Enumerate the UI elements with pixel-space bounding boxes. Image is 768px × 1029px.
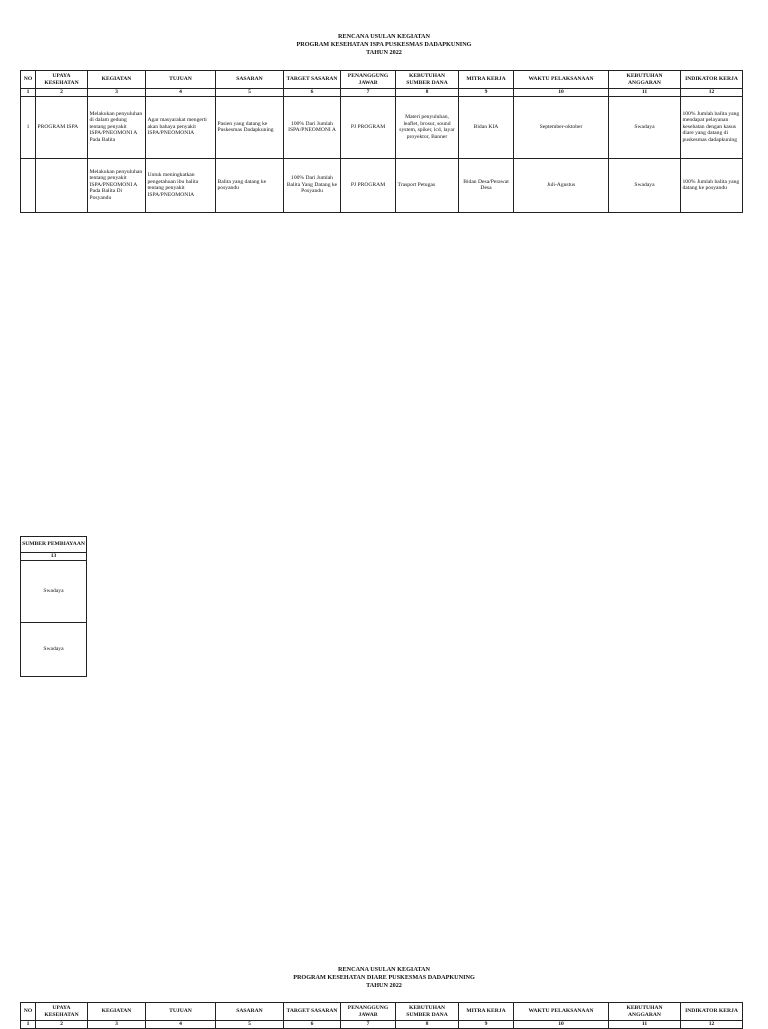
header-no: NO bbox=[21, 71, 36, 89]
col-number: 8 bbox=[396, 89, 459, 97]
col-number: 6 bbox=[284, 1021, 341, 1029]
cell-tujuan: Untuk meningkatkan pengetahuan ibu balita tentang penyakit ISPA/PNEOMONIA bbox=[146, 158, 216, 212]
funding-table bbox=[20, 536, 87, 677]
header-no: NO bbox=[21, 1003, 36, 1021]
cell-upaya-kesehatan bbox=[36, 158, 88, 212]
cell-target-sasaran: 100% Dari Jumlah Balita Yang Datang ke Posyandu bbox=[284, 158, 341, 212]
header-kegiatan: KEGIATAN bbox=[88, 71, 146, 89]
doc-title-1 bbox=[0, 33, 768, 58]
col-number: 9 bbox=[459, 1021, 514, 1029]
cell-sasaran: Balita yang datang ke posyandu bbox=[216, 158, 284, 212]
header-indikator-kerja: INDIKATOR KERJA bbox=[681, 1003, 743, 1021]
cell-target-sasaran: 100% Dari Jumlah ISPA/PNEOMONI A bbox=[284, 96, 341, 158]
header-kebutuhan-sumber-dana: KEBUTUHAN SUMBER DANA bbox=[396, 1003, 459, 1021]
cell-indikator-kerja: 100% Jumlah balita yang datang ke posyandu bbox=[681, 158, 743, 212]
cell-sasaran: Pasien yang datang ke Puskesmas Dadapkuning bbox=[216, 96, 284, 158]
cell-mitra-kerja: Bidan Desa/Perawat Desa bbox=[459, 158, 514, 212]
header-mitra-kerja: MITRA KERJA bbox=[459, 1003, 514, 1021]
cell-upaya-kesehatan: PROGRAM ISPA bbox=[36, 96, 88, 158]
plan-table-diare bbox=[20, 1002, 743, 1029]
col-number: 10 bbox=[514, 89, 609, 97]
cell-kegiatan: Melakukan penyuluhan di dalam gedung tentang penyakit ISPA/PNEOMONI A Pada Balita bbox=[88, 96, 146, 158]
cell-mitra-kerja: Bidan KIA bbox=[459, 96, 514, 158]
col-number: 12 bbox=[681, 89, 743, 97]
cell-sumber-pembiayaan: Swadaya bbox=[21, 560, 87, 622]
cell-kegiatan: Melakukan penyuluhan tentang penyakit ISPA/PNEOMONI A Pada Balita Di Posyandu bbox=[88, 158, 146, 212]
col-number: 6 bbox=[284, 89, 341, 97]
doc-title-line: PROGRAM KESEHATAN ISPA PUSKESMAS DADAPKUNING bbox=[296, 41, 472, 49]
col-number: 12 bbox=[681, 1021, 743, 1029]
header-tujuan: TUJUAN bbox=[146, 71, 216, 89]
header-kebutuhan-sumber-dana: KEBUTUHAN SUMBER DANA bbox=[396, 71, 459, 89]
table-row bbox=[21, 158, 743, 212]
doc-title-line: RENCANA USULAN KEGIATAN bbox=[338, 966, 430, 973]
header-kebutuhan-anggaran: KEBUTUHAN ANGGARAN bbox=[609, 71, 681, 89]
header-kegiatan: KEGIATAN bbox=[88, 1003, 146, 1021]
cell-indikator-kerja: 100% Jumlah balita yang mendapat pelayanan kesehatan dengan kasus diare yang datang di puskesmas dadapkuning bbox=[681, 96, 743, 158]
col-number: 5 bbox=[216, 1021, 284, 1029]
cell-kebutuhan-sumber-dana: Trasport Petugas bbox=[396, 158, 459, 212]
col-number: 13 bbox=[21, 553, 87, 561]
header-sasaran: SASARAN bbox=[216, 71, 284, 89]
cell-waktu-pelaksanaan: September-oktober bbox=[514, 96, 609, 158]
header-target-sasaran: TARGET SASARAN bbox=[284, 1003, 341, 1021]
col-number: 10 bbox=[514, 1021, 609, 1029]
col-number: 9 bbox=[459, 89, 514, 97]
header-mitra-kerja: MITRA KERJA bbox=[459, 71, 514, 89]
doc-title-2 bbox=[0, 966, 768, 991]
col-number: 5 bbox=[216, 89, 284, 97]
col-number: 3 bbox=[88, 89, 146, 97]
plan-table-ispa bbox=[20, 70, 743, 213]
header-sumber-pembiayaan: SUMBER PEMBIAYAAN bbox=[21, 537, 87, 553]
header-penanggung-jawab: PENANGGUNG JAWAB bbox=[341, 71, 396, 89]
col-number: 7 bbox=[341, 1021, 396, 1029]
header-tujuan: TUJUAN bbox=[146, 1003, 216, 1021]
table-row bbox=[21, 560, 87, 622]
doc-title-line: TAHUN 2022 bbox=[366, 49, 402, 57]
cell-tujuan: Agar masyarakat mengerti akan bahaya penyakit ISPA/PNEOMONIA bbox=[146, 96, 216, 158]
cell-kebutuhan-anggaran: Swadaya bbox=[609, 158, 681, 212]
cell-kebutuhan-sumber-dana: Materi penyuluhan, leaflet, brosur, sound system, spiker, lcd, layar proyektor, Banner bbox=[396, 96, 459, 158]
table-row bbox=[21, 96, 743, 158]
header-penanggung-jawab: PENANGGUNG JAWAB bbox=[341, 1003, 396, 1021]
col-number: 4 bbox=[146, 1021, 216, 1029]
doc-title-line: RENCANA USULAN KEGIATAN bbox=[338, 33, 430, 40]
col-number: 2 bbox=[36, 89, 88, 97]
header-target-sasaran: TARGET SASARAN bbox=[284, 71, 341, 89]
col-number: 11 bbox=[609, 1021, 681, 1029]
header-upaya-kesehatan: UPAYA KESEHATAN bbox=[36, 71, 88, 89]
header-upaya-kesehatan: UPAYA KESEHATAN bbox=[36, 1003, 88, 1021]
header-indikator-kerja: INDIKATOR KERJA bbox=[681, 71, 743, 89]
col-number: 1 bbox=[21, 1021, 36, 1029]
cell-penanggung-jawab: PJ PROGRAM bbox=[341, 96, 396, 158]
col-number: 1 bbox=[21, 89, 36, 97]
col-number: 7 bbox=[341, 89, 396, 97]
cell-kebutuhan-anggaran: Swadaya bbox=[609, 96, 681, 158]
cell-sumber-pembiayaan: Swadaya bbox=[21, 622, 87, 676]
header-sasaran: SASARAN bbox=[216, 1003, 284, 1021]
cell-no: 1 bbox=[21, 96, 36, 158]
header-waktu-pelaksanaan: WAKTU PELAKSANAAN bbox=[514, 1003, 609, 1021]
col-number: 2 bbox=[36, 1021, 88, 1029]
cell-waktu-pelaksanaan: Juli-Agustus bbox=[514, 158, 609, 212]
col-number: 8 bbox=[396, 1021, 459, 1029]
doc-title-line: TAHUN 2022 bbox=[366, 982, 402, 990]
header-waktu-pelaksanaan: WAKTU PELAKSANAAN bbox=[514, 71, 609, 89]
cell-penanggung-jawab: PJ PROGRAM bbox=[341, 158, 396, 212]
header-kebutuhan-anggaran: KEBUTUHAN ANGGARAN bbox=[609, 1003, 681, 1021]
col-number: 3 bbox=[88, 1021, 146, 1029]
table-row bbox=[21, 622, 87, 676]
doc-title-line: PROGRAM KESEHATAN DIARE PUSKESMAS DADAPKUNING bbox=[293, 974, 475, 982]
col-number: 4 bbox=[146, 89, 216, 97]
col-number: 11 bbox=[609, 89, 681, 97]
cell-no bbox=[21, 158, 36, 212]
